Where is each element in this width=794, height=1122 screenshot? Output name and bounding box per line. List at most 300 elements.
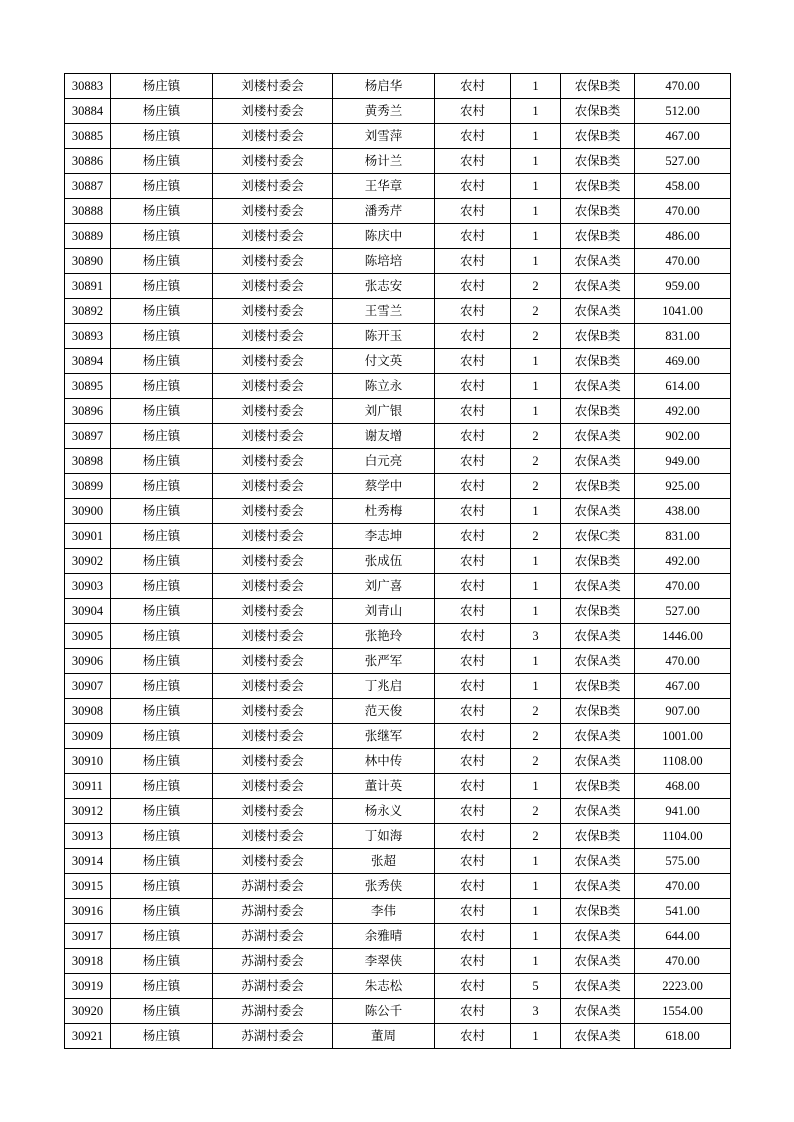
cell-town: 杨庄镇 [111, 574, 213, 599]
cell-serial: 30907 [65, 674, 111, 699]
cell-residence: 农村 [435, 799, 511, 824]
cell-persons: 1 [511, 199, 561, 224]
table-row [65, 624, 731, 649]
cell-residence: 农村 [435, 974, 511, 999]
cell-persons: 2 [511, 824, 561, 849]
cell-amount: 1554.00 [635, 999, 731, 1024]
cell-category: 农保A类 [561, 924, 635, 949]
cell-residence: 农村 [435, 399, 511, 424]
cell-persons: 1 [511, 374, 561, 399]
cell-village: 刘楼村委会 [213, 524, 333, 549]
cell-town: 杨庄镇 [111, 724, 213, 749]
cell-name: 陈立永 [333, 374, 435, 399]
cell-residence: 农村 [435, 349, 511, 374]
cell-category: 农保B类 [561, 899, 635, 924]
table-row [65, 224, 731, 249]
cell-residence: 农村 [435, 299, 511, 324]
cell-persons: 1 [511, 349, 561, 374]
table-row [65, 174, 731, 199]
table-body [65, 74, 731, 1049]
cell-name: 杜秀梅 [333, 499, 435, 524]
cell-town: 杨庄镇 [111, 949, 213, 974]
table-row [65, 149, 731, 174]
table-row [65, 649, 731, 674]
cell-amount: 831.00 [635, 524, 731, 549]
cell-residence: 农村 [435, 424, 511, 449]
cell-village: 刘楼村委会 [213, 699, 333, 724]
cell-serial: 30889 [65, 224, 111, 249]
cell-residence: 农村 [435, 124, 511, 149]
cell-persons: 1 [511, 224, 561, 249]
cell-serial: 30913 [65, 824, 111, 849]
cell-residence: 农村 [435, 874, 511, 899]
cell-serial: 30919 [65, 974, 111, 999]
cell-category: 农保B类 [561, 674, 635, 699]
cell-town: 杨庄镇 [111, 749, 213, 774]
table-row [65, 124, 731, 149]
cell-persons: 1 [511, 249, 561, 274]
cell-category: 农保B类 [561, 124, 635, 149]
cell-serial: 30910 [65, 749, 111, 774]
cell-village: 苏湖村委会 [213, 924, 333, 949]
table-row [65, 474, 731, 499]
cell-category: 农保B类 [561, 349, 635, 374]
cell-amount: 467.00 [635, 674, 731, 699]
cell-category: 农保A类 [561, 999, 635, 1024]
cell-serial: 30884 [65, 99, 111, 124]
cell-serial: 30918 [65, 949, 111, 974]
cell-amount: 644.00 [635, 924, 731, 949]
cell-serial: 30893 [65, 324, 111, 349]
cell-name: 朱志松 [333, 974, 435, 999]
table-row [65, 374, 731, 399]
cell-residence: 农村 [435, 274, 511, 299]
cell-name: 范天俊 [333, 699, 435, 724]
cell-town: 杨庄镇 [111, 924, 213, 949]
cell-category: 农保B类 [561, 549, 635, 574]
cell-amount: 959.00 [635, 274, 731, 299]
cell-residence: 农村 [435, 899, 511, 924]
cell-category: 农保A类 [561, 249, 635, 274]
cell-village: 苏湖村委会 [213, 999, 333, 1024]
cell-amount: 470.00 [635, 574, 731, 599]
cell-serial: 30911 [65, 774, 111, 799]
cell-persons: 1 [511, 874, 561, 899]
cell-serial: 30915 [65, 874, 111, 899]
cell-town: 杨庄镇 [111, 274, 213, 299]
cell-name: 张成伍 [333, 549, 435, 574]
cell-town: 杨庄镇 [111, 524, 213, 549]
cell-name: 杨启华 [333, 74, 435, 99]
cell-category: 农保B类 [561, 149, 635, 174]
cell-amount: 831.00 [635, 324, 731, 349]
cell-village: 刘楼村委会 [213, 449, 333, 474]
cell-town: 杨庄镇 [111, 899, 213, 924]
cell-amount: 2223.00 [635, 974, 731, 999]
cell-category: 农保A类 [561, 949, 635, 974]
cell-residence: 农村 [435, 549, 511, 574]
cell-persons: 2 [511, 749, 561, 774]
cell-name: 余雅晴 [333, 924, 435, 949]
cell-residence: 农村 [435, 149, 511, 174]
cell-persons: 1 [511, 124, 561, 149]
cell-name: 潘秀芹 [333, 199, 435, 224]
cell-category: 农保B类 [561, 324, 635, 349]
cell-amount: 470.00 [635, 874, 731, 899]
cell-name: 王雪兰 [333, 299, 435, 324]
cell-category: 农保A类 [561, 624, 635, 649]
cell-name: 丁兆启 [333, 674, 435, 699]
table-row [65, 199, 731, 224]
cell-residence: 农村 [435, 999, 511, 1024]
cell-town: 杨庄镇 [111, 874, 213, 899]
cell-residence: 农村 [435, 174, 511, 199]
cell-village: 刘楼村委会 [213, 649, 333, 674]
table-row [65, 249, 731, 274]
table-row [65, 999, 731, 1024]
cell-category: 农保A类 [561, 374, 635, 399]
cell-persons: 1 [511, 674, 561, 699]
cell-village: 苏湖村委会 [213, 899, 333, 924]
cell-amount: 470.00 [635, 949, 731, 974]
cell-persons: 5 [511, 974, 561, 999]
cell-village: 刘楼村委会 [213, 74, 333, 99]
table-row [65, 874, 731, 899]
cell-village: 刘楼村委会 [213, 549, 333, 574]
cell-name: 陈公千 [333, 999, 435, 1024]
cell-residence: 农村 [435, 74, 511, 99]
cell-serial: 30883 [65, 74, 111, 99]
cell-category: 农保B类 [561, 224, 635, 249]
cell-village: 苏湖村委会 [213, 974, 333, 999]
cell-town: 杨庄镇 [111, 399, 213, 424]
cell-name: 李翠侠 [333, 949, 435, 974]
cell-name: 张继军 [333, 724, 435, 749]
cell-name: 王华章 [333, 174, 435, 199]
cell-category: 农保A类 [561, 749, 635, 774]
cell-residence: 农村 [435, 949, 511, 974]
table-row [65, 924, 731, 949]
cell-serial: 30890 [65, 249, 111, 274]
cell-category: 农保B类 [561, 824, 635, 849]
table-row [65, 574, 731, 599]
cell-village: 苏湖村委会 [213, 949, 333, 974]
cell-residence: 农村 [435, 774, 511, 799]
cell-village: 刘楼村委会 [213, 249, 333, 274]
cell-name: 白元亮 [333, 449, 435, 474]
cell-name: 陈开玉 [333, 324, 435, 349]
cell-town: 杨庄镇 [111, 324, 213, 349]
cell-serial: 30920 [65, 999, 111, 1024]
cell-name: 林中传 [333, 749, 435, 774]
cell-category: 农保A类 [561, 449, 635, 474]
cell-residence: 农村 [435, 924, 511, 949]
table-row [65, 724, 731, 749]
cell-residence: 农村 [435, 199, 511, 224]
cell-amount: 941.00 [635, 799, 731, 824]
cell-residence: 农村 [435, 749, 511, 774]
cell-persons: 2 [511, 449, 561, 474]
cell-persons: 1 [511, 649, 561, 674]
cell-town: 杨庄镇 [111, 349, 213, 374]
cell-serial: 30900 [65, 499, 111, 524]
cell-amount: 907.00 [635, 699, 731, 724]
cell-amount: 1041.00 [635, 299, 731, 324]
cell-amount: 527.00 [635, 599, 731, 624]
cell-serial: 30903 [65, 574, 111, 599]
cell-residence: 农村 [435, 449, 511, 474]
cell-persons: 2 [511, 524, 561, 549]
table-row [65, 299, 731, 324]
cell-village: 刘楼村委会 [213, 774, 333, 799]
table-row [65, 274, 731, 299]
cell-town: 杨庄镇 [111, 149, 213, 174]
cell-persons: 1 [511, 774, 561, 799]
cell-persons: 2 [511, 474, 561, 499]
cell-category: 农保B类 [561, 74, 635, 99]
cell-amount: 486.00 [635, 224, 731, 249]
cell-category: 农保C类 [561, 524, 635, 549]
cell-category: 农保A类 [561, 1024, 635, 1049]
cell-village: 刘楼村委会 [213, 324, 333, 349]
cell-town: 杨庄镇 [111, 599, 213, 624]
cell-name: 刘广银 [333, 399, 435, 424]
cell-town: 杨庄镇 [111, 624, 213, 649]
cell-persons: 2 [511, 799, 561, 824]
cell-category: 农保B类 [561, 474, 635, 499]
cell-category: 农保B类 [561, 199, 635, 224]
cell-serial: 30912 [65, 799, 111, 824]
cell-category: 农保A类 [561, 299, 635, 324]
table-row [65, 824, 731, 849]
cell-residence: 农村 [435, 1024, 511, 1049]
cell-village: 苏湖村委会 [213, 874, 333, 899]
cell-serial: 30894 [65, 349, 111, 374]
cell-category: 农保A类 [561, 874, 635, 899]
cell-town: 杨庄镇 [111, 999, 213, 1024]
cell-serial: 30906 [65, 649, 111, 674]
cell-name: 张艳玲 [333, 624, 435, 649]
cell-residence: 农村 [435, 824, 511, 849]
cell-residence: 农村 [435, 649, 511, 674]
cell-village: 刘楼村委会 [213, 599, 333, 624]
cell-residence: 农村 [435, 474, 511, 499]
cell-name: 杨永义 [333, 799, 435, 824]
cell-category: 农保A类 [561, 499, 635, 524]
cell-serial: 30905 [65, 624, 111, 649]
cell-persons: 2 [511, 299, 561, 324]
cell-amount: 492.00 [635, 549, 731, 574]
table-row [65, 599, 731, 624]
cell-residence: 农村 [435, 574, 511, 599]
table-row [65, 424, 731, 449]
cell-town: 杨庄镇 [111, 374, 213, 399]
cell-residence: 农村 [435, 249, 511, 274]
cell-name: 张严军 [333, 649, 435, 674]
cell-category: 农保A类 [561, 574, 635, 599]
cell-serial: 30899 [65, 474, 111, 499]
table-row [65, 949, 731, 974]
cell-name: 李志坤 [333, 524, 435, 549]
cell-village: 刘楼村委会 [213, 99, 333, 124]
cell-amount: 541.00 [635, 899, 731, 924]
cell-persons: 1 [511, 599, 561, 624]
cell-persons: 1 [511, 849, 561, 874]
cell-amount: 470.00 [635, 249, 731, 274]
cell-village: 刘楼村委会 [213, 149, 333, 174]
cell-amount: 469.00 [635, 349, 731, 374]
cell-residence: 农村 [435, 524, 511, 549]
cell-serial: 30892 [65, 299, 111, 324]
cell-town: 杨庄镇 [111, 499, 213, 524]
cell-category: 农保B类 [561, 699, 635, 724]
cell-town: 杨庄镇 [111, 99, 213, 124]
cell-name: 陈培培 [333, 249, 435, 274]
cell-town: 杨庄镇 [111, 649, 213, 674]
table-row [65, 899, 731, 924]
cell-village: 刘楼村委会 [213, 374, 333, 399]
cell-residence: 农村 [435, 324, 511, 349]
cell-persons: 1 [511, 499, 561, 524]
cell-amount: 1108.00 [635, 749, 731, 774]
table-row [65, 74, 731, 99]
cell-residence: 农村 [435, 699, 511, 724]
cell-name: 丁如海 [333, 824, 435, 849]
cell-serial: 30914 [65, 849, 111, 874]
cell-category: 农保B类 [561, 599, 635, 624]
benefits-table [64, 73, 731, 1049]
cell-persons: 1 [511, 149, 561, 174]
cell-persons: 1 [511, 949, 561, 974]
cell-amount: 1104.00 [635, 824, 731, 849]
cell-amount: 492.00 [635, 399, 731, 424]
cell-name: 刘雪萍 [333, 124, 435, 149]
cell-persons: 1 [511, 1024, 561, 1049]
cell-serial: 30908 [65, 699, 111, 724]
cell-amount: 470.00 [635, 74, 731, 99]
cell-amount: 458.00 [635, 174, 731, 199]
cell-town: 杨庄镇 [111, 774, 213, 799]
cell-residence: 农村 [435, 849, 511, 874]
cell-town: 杨庄镇 [111, 224, 213, 249]
cell-amount: 618.00 [635, 1024, 731, 1049]
table-row [65, 99, 731, 124]
cell-serial: 30896 [65, 399, 111, 424]
table-row [65, 799, 731, 824]
cell-name: 董周 [333, 1024, 435, 1049]
cell-persons: 1 [511, 399, 561, 424]
cell-serial: 30916 [65, 899, 111, 924]
cell-village: 刘楼村委会 [213, 674, 333, 699]
cell-name: 付文英 [333, 349, 435, 374]
cell-serial: 30898 [65, 449, 111, 474]
cell-category: 农保A类 [561, 649, 635, 674]
cell-name: 刘广喜 [333, 574, 435, 599]
cell-category: 农保A类 [561, 274, 635, 299]
cell-town: 杨庄镇 [111, 824, 213, 849]
cell-village: 刘楼村委会 [213, 724, 333, 749]
cell-town: 杨庄镇 [111, 549, 213, 574]
cell-serial: 30901 [65, 524, 111, 549]
cell-village: 刘楼村委会 [213, 849, 333, 874]
cell-serial: 30921 [65, 1024, 111, 1049]
cell-serial: 30917 [65, 924, 111, 949]
cell-name: 蔡学中 [333, 474, 435, 499]
cell-persons: 2 [511, 324, 561, 349]
cell-village: 刘楼村委会 [213, 399, 333, 424]
cell-category: 农保B类 [561, 99, 635, 124]
cell-persons: 2 [511, 274, 561, 299]
cell-amount: 468.00 [635, 774, 731, 799]
cell-village: 刘楼村委会 [213, 424, 333, 449]
cell-village: 刘楼村委会 [213, 474, 333, 499]
table-row [65, 399, 731, 424]
cell-village: 刘楼村委会 [213, 824, 333, 849]
cell-amount: 467.00 [635, 124, 731, 149]
cell-residence: 农村 [435, 674, 511, 699]
cell-town: 杨庄镇 [111, 449, 213, 474]
cell-serial: 30895 [65, 374, 111, 399]
cell-amount: 1001.00 [635, 724, 731, 749]
cell-town: 杨庄镇 [111, 124, 213, 149]
table-row [65, 349, 731, 374]
cell-town: 杨庄镇 [111, 74, 213, 99]
cell-village: 刘楼村委会 [213, 799, 333, 824]
cell-town: 杨庄镇 [111, 974, 213, 999]
cell-persons: 1 [511, 924, 561, 949]
cell-serial: 30904 [65, 599, 111, 624]
cell-name: 黄秀兰 [333, 99, 435, 124]
cell-category: 农保A类 [561, 849, 635, 874]
cell-amount: 512.00 [635, 99, 731, 124]
cell-amount: 575.00 [635, 849, 731, 874]
cell-amount: 527.00 [635, 149, 731, 174]
cell-town: 杨庄镇 [111, 299, 213, 324]
cell-amount: 925.00 [635, 474, 731, 499]
cell-residence: 农村 [435, 374, 511, 399]
cell-category: 农保A类 [561, 424, 635, 449]
table-row [65, 699, 731, 724]
cell-serial: 30909 [65, 724, 111, 749]
table-row [65, 774, 731, 799]
cell-name: 陈庆中 [333, 224, 435, 249]
cell-serial: 30888 [65, 199, 111, 224]
cell-serial: 30885 [65, 124, 111, 149]
cell-persons: 2 [511, 724, 561, 749]
cell-residence: 农村 [435, 724, 511, 749]
cell-persons: 1 [511, 174, 561, 199]
table-row [65, 499, 731, 524]
table-row [65, 549, 731, 574]
cell-persons: 1 [511, 74, 561, 99]
cell-persons: 2 [511, 699, 561, 724]
table-row [65, 449, 731, 474]
cell-persons: 1 [511, 899, 561, 924]
cell-amount: 902.00 [635, 424, 731, 449]
cell-persons: 1 [511, 99, 561, 124]
cell-residence: 农村 [435, 99, 511, 124]
cell-category: 农保B类 [561, 774, 635, 799]
cell-persons: 3 [511, 999, 561, 1024]
cell-village: 刘楼村委会 [213, 574, 333, 599]
cell-village: 刘楼村委会 [213, 299, 333, 324]
cell-name: 董计英 [333, 774, 435, 799]
cell-village: 刘楼村委会 [213, 749, 333, 774]
cell-category: 农保B类 [561, 174, 635, 199]
cell-serial: 30897 [65, 424, 111, 449]
table-row [65, 1024, 731, 1049]
cell-persons: 3 [511, 624, 561, 649]
